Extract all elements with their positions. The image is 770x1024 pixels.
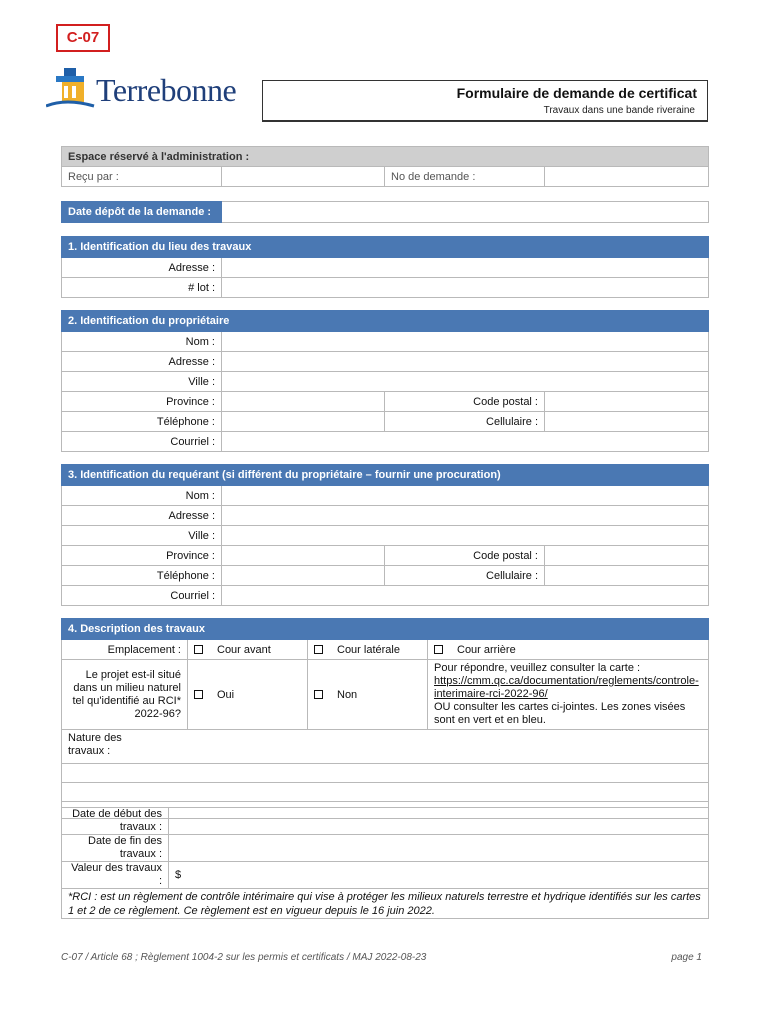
cour-laterale-option[interactable] (308, 640, 428, 660)
s2-telephone-field[interactable] (222, 412, 385, 432)
cour-avant-option[interactable] (188, 640, 308, 660)
section-2-header: 2. Identification du propriétaire (62, 311, 709, 332)
s2-telephone-label: Téléphone : (62, 412, 222, 432)
s1-lot-field[interactable] (222, 278, 709, 298)
s3-courriel-label: Courriel : (62, 586, 222, 606)
section-4-table (61, 618, 709, 819)
cour-arriere-option[interactable] (428, 640, 709, 660)
non-checkbox[interactable] (314, 690, 323, 699)
valeur-field[interactable] (169, 862, 709, 889)
oui-option[interactable] (188, 660, 308, 730)
s3-adresse-label: Adresse : (62, 506, 222, 526)
s3-adresse-field[interactable] (222, 506, 709, 526)
page-number: page 1 (671, 952, 702, 963)
no-demande-field[interactable] (545, 167, 709, 187)
milieu-question: Le projet est-il situé dans un milieu naturel tel qu'identifié au RCI* 2022-96? (62, 660, 188, 730)
s1-lot-label: # lot : (62, 278, 222, 298)
nature-label: Nature des travaux : (68, 732, 122, 757)
s3-nom-field[interactable] (222, 486, 709, 506)
s2-adresse-field[interactable] (222, 352, 709, 372)
s3-province-label: Province : (62, 546, 222, 566)
non-option[interactable] (308, 660, 428, 730)
date-fin-label: Date de fin des travaux : (62, 835, 169, 862)
s2-code-postal-label: Code postal : (385, 392, 545, 412)
s3-cellulaire-label: Cellulaire : (385, 566, 545, 586)
s2-province-field[interactable] (222, 392, 385, 412)
s3-province-field[interactable] (222, 546, 385, 566)
rci-note: *RCI : est un règlement de contrôle intérimaire qui vise à protéger les milieux naturels terrestre et hydrique identifiés sur les cartes 1 et 2 de ce règlement. Ce règlement est en vigueur depuis le 16 juin 2022. (62, 889, 709, 919)
date-debut-label: Date de début des travaux : (62, 808, 169, 835)
cour-laterale-label: Cour latérale (337, 643, 400, 656)
section-3-table (61, 464, 709, 606)
carte-suite: OU consulter les cartes ci-jointes. Les zones visées sont en vert et en bleu. (434, 701, 686, 726)
date-debut-field[interactable] (169, 808, 709, 835)
nature-field[interactable] (62, 730, 709, 764)
s1-adresse-label: Adresse : (62, 258, 222, 278)
terrebonne-logo-icon (46, 66, 96, 112)
section-4-dates-table (61, 807, 709, 919)
cour-avant-checkbox[interactable] (194, 645, 203, 654)
s3-telephone-label: Téléphone : (62, 566, 222, 586)
date-depot-table (61, 201, 709, 223)
dollar-sign: $ (175, 869, 182, 881)
s2-ville-label: Ville : (62, 372, 222, 392)
section-4-header: 4. Description des travaux (62, 619, 709, 640)
s2-adresse-label: Adresse : (62, 352, 222, 372)
carte-link[interactable]: https://cmm.qc.ca/documentation/reglements/controle-interimaire-rci-2022-96/ (434, 675, 699, 700)
cour-laterale-checkbox[interactable] (314, 645, 323, 654)
section-2-table (61, 310, 709, 452)
s3-ville-field[interactable] (222, 526, 709, 546)
s2-province-label: Province : (62, 392, 222, 412)
s3-ville-label: Ville : (62, 526, 222, 546)
s3-code-postal-field[interactable] (545, 546, 709, 566)
non-label: Non (337, 688, 358, 701)
carte-intro: Pour répondre, veuillez consulter la carte : (434, 662, 641, 674)
date-fin-field[interactable] (169, 835, 709, 862)
s2-nom-label: Nom : (62, 332, 222, 352)
nature-line-2[interactable] (62, 764, 709, 783)
section-3-header: 3. Identification du requérant (si différent du propriétaire – fournir une procuration) (62, 465, 709, 486)
page-subtitle: Travaux dans une bande riveraine (543, 105, 695, 116)
s3-courriel-field[interactable] (222, 586, 709, 606)
recu-par-label: Reçu par : (62, 167, 222, 187)
date-depot-field[interactable] (222, 202, 709, 223)
cour-arriere-label: Cour arrière (457, 643, 516, 656)
admin-header: Espace réservé à l'administration : (62, 147, 709, 167)
page-title: Formulaire de demande de certificat (456, 85, 697, 101)
s2-courriel-label: Courriel : (62, 432, 222, 452)
recu-par-field[interactable] (222, 167, 385, 187)
oui-checkbox[interactable] (194, 690, 203, 699)
nature-line-3[interactable] (62, 783, 709, 802)
s3-cellulaire-field[interactable] (545, 566, 709, 586)
section-1-table (61, 236, 709, 298)
s2-ville-field[interactable] (222, 372, 709, 392)
section-1-header: 1. Identification du lieu des travaux (62, 237, 709, 258)
s2-cellulaire-label: Cellulaire : (385, 412, 545, 432)
no-demande-label: No de demande : (385, 167, 545, 187)
form-code-badge: C-07 (56, 24, 110, 52)
valeur-label: Valeur des travaux : (62, 862, 169, 889)
title-box (262, 80, 708, 122)
s1-adresse-field[interactable] (222, 258, 709, 278)
carte-info (428, 660, 709, 730)
s2-courriel-field[interactable] (222, 432, 709, 452)
s2-nom-field[interactable] (222, 332, 709, 352)
s2-cellulaire-field[interactable] (545, 412, 709, 432)
s3-nom-label: Nom : (62, 486, 222, 506)
s2-code-postal-field[interactable] (545, 392, 709, 412)
logo-wordmark: Terrebonne (96, 72, 237, 108)
s3-telephone-field[interactable] (222, 566, 385, 586)
s3-code-postal-label: Code postal : (385, 546, 545, 566)
emplacement-label: Emplacement : (62, 640, 188, 660)
footer-reference: C-07 / Article 68 ; Règlement 1004-2 sur les permis et certificats / MAJ 2022-08-23 (61, 952, 427, 963)
cour-avant-label: Cour avant (217, 643, 271, 656)
cour-arriere-checkbox[interactable] (434, 645, 443, 654)
oui-label: Oui (217, 688, 235, 701)
admin-table (61, 146, 709, 187)
date-depot-label: Date dépôt de la demande : (62, 202, 222, 223)
